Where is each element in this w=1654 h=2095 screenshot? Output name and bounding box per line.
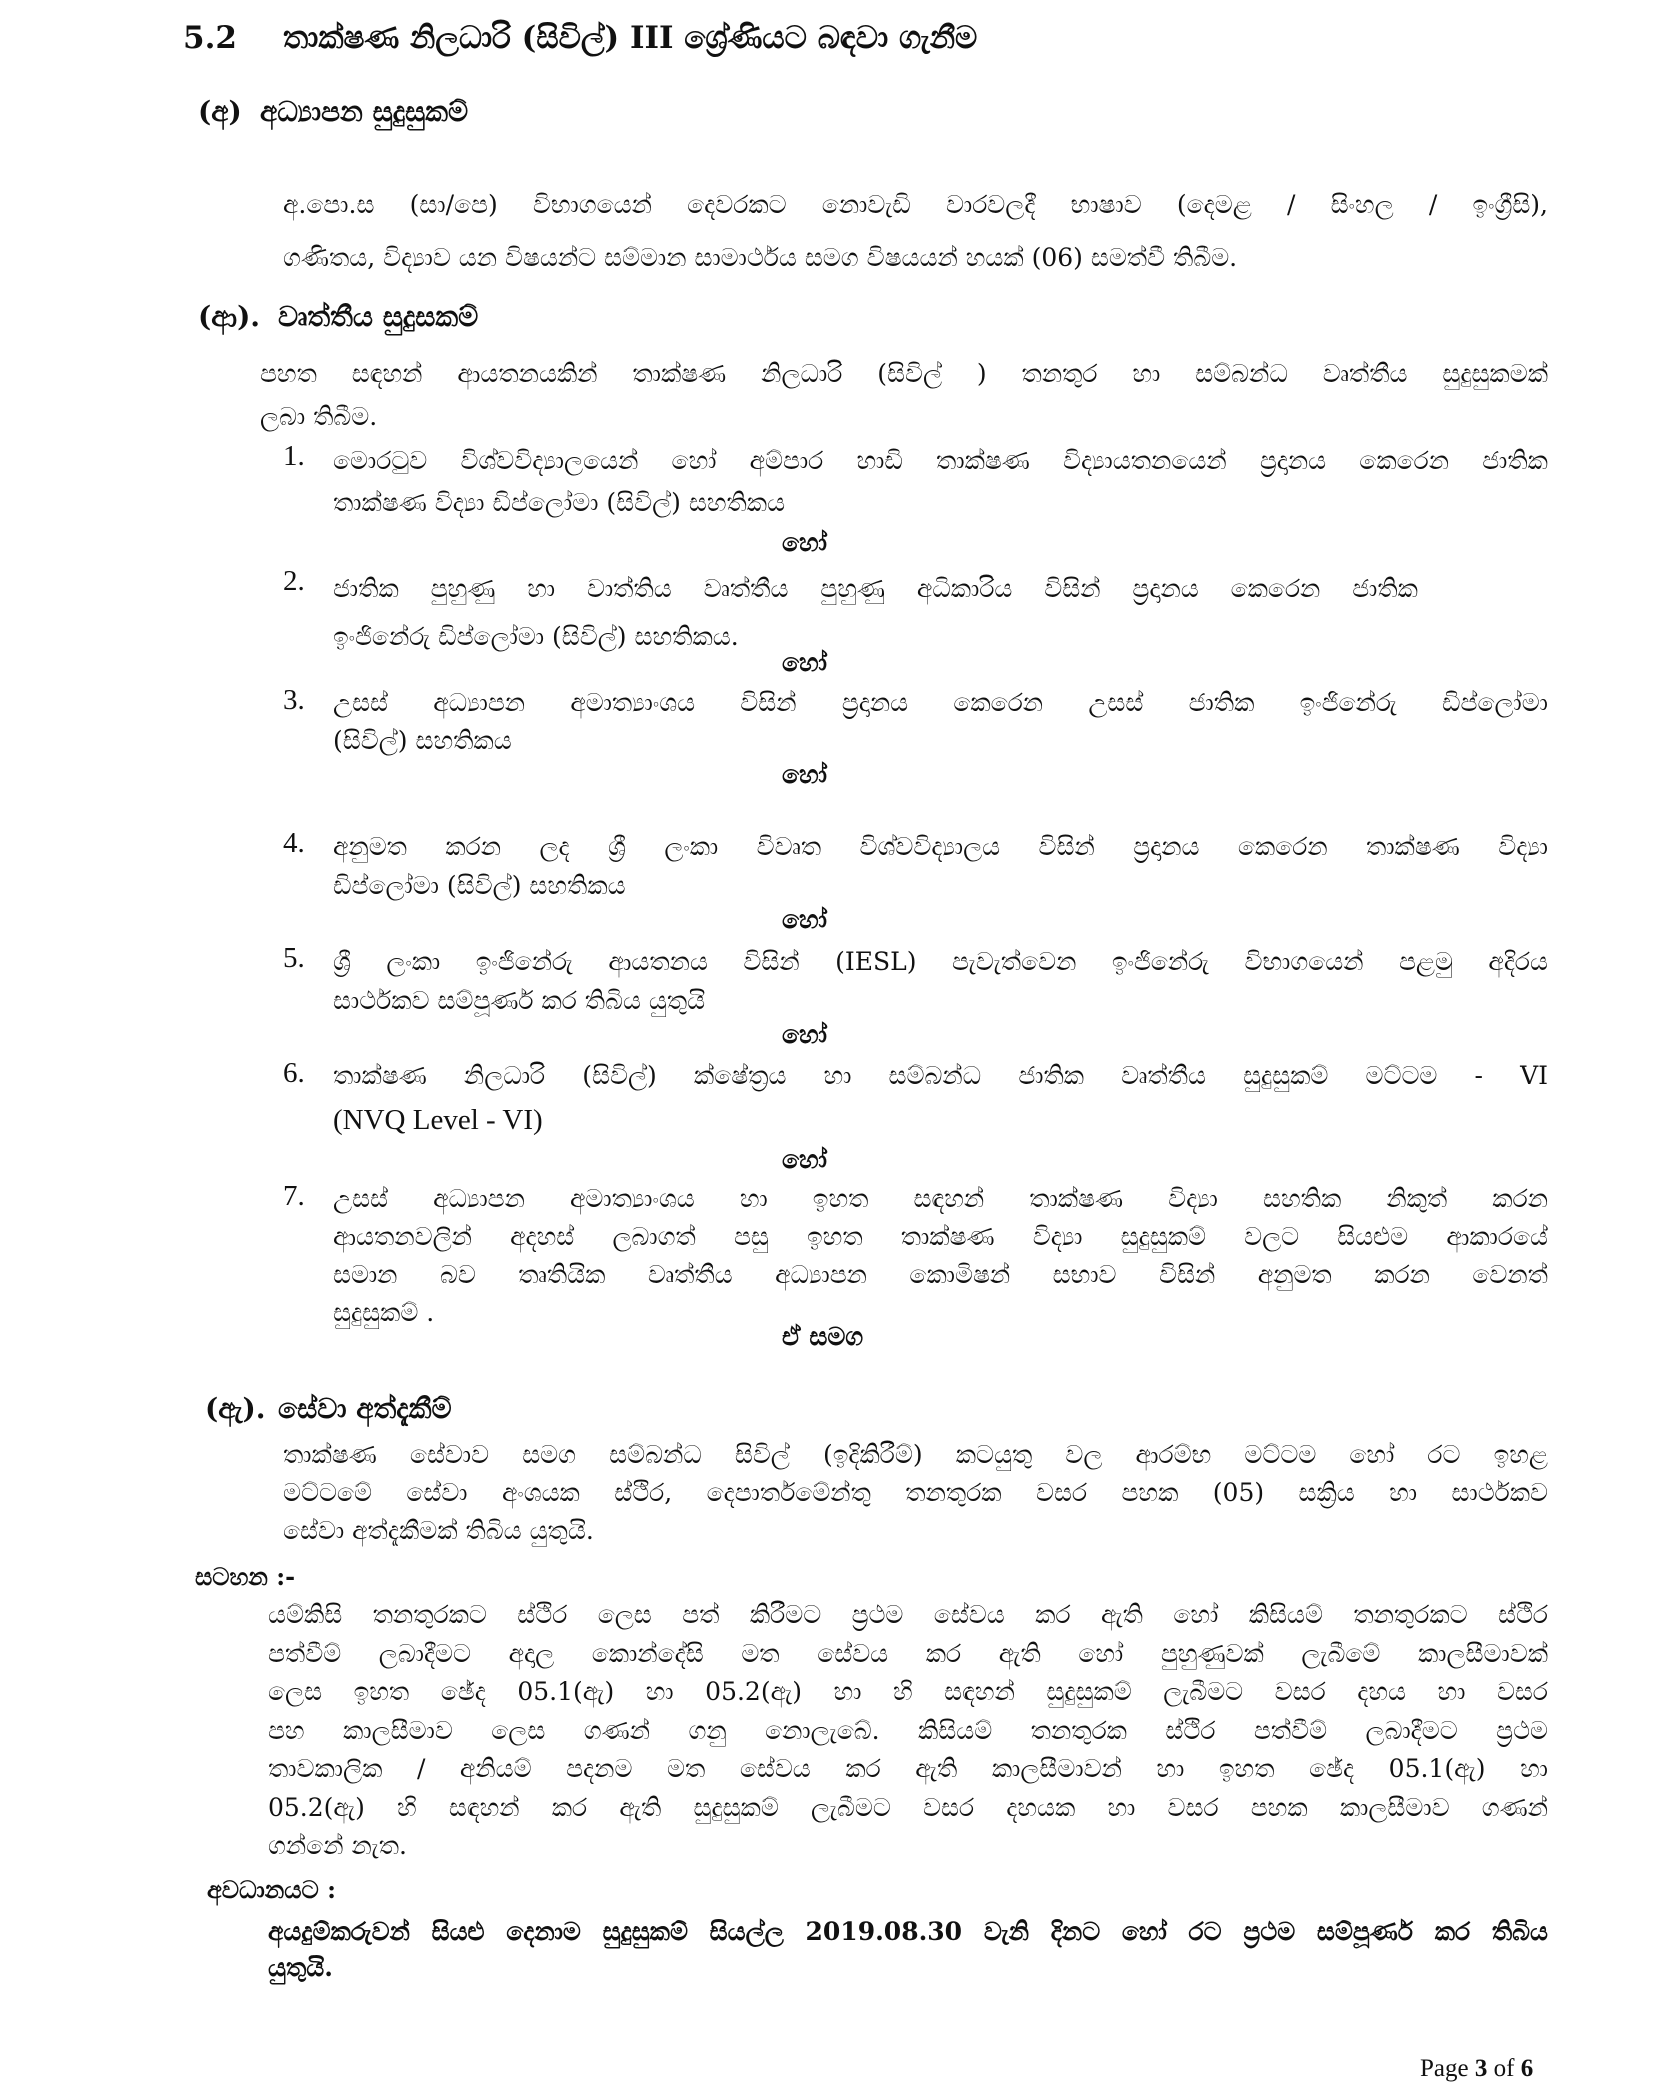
note-text bbox=[268, 1596, 1548, 1866]
text-line: උසස් අධ්‍යාපන අමාත්‍යාංශය හා ඉහත සඳහන් තාක්ෂණ විද්‍යා සහතික නිකුත් කරන bbox=[333, 1184, 1548, 1213]
page-title: තාක්ෂණ නිලධාරි (සිවිල්) III ශ්‍රේණියට බඳවා ගැනීම bbox=[283, 20, 978, 56]
text-line: මොරටුව විශ්වවිද්‍යාලයෙන් හෝ අම්පාර හාඩි තාක්ෂණ විද්‍යායතනයෙන් ප්‍රදානය කෙරෙන ජාතික bbox=[333, 446, 1548, 475]
section-ae-text bbox=[283, 1436, 1548, 1550]
along-with-label: ඒ සමග bbox=[782, 1322, 864, 1351]
text-line: ජාතික පුහුණු හා වාත්තිය වෘත්තීය පුහුණු අධිකාරිය විසින් ප්‍රදානය කෙරෙන ජාතික bbox=[333, 574, 1418, 603]
text-line: තාක්ෂණ නිලධාරි (සිවිල්) ක්ෂේත්‍රය හා සම්බන්ධ ජාතික වෘත්තීය සුදුසුකම් මට්ටම - VI bbox=[333, 1061, 1548, 1090]
text-line: අනුමත කරන ලද ශ්‍රී ලංකා විවෘත විශ්වවිද්‍යාලය විසින් ප්‍රදානය කෙරෙන තාක්ෂණ විද්‍යා bbox=[333, 832, 1548, 861]
text-line: (NVQ Level - VI) bbox=[333, 1104, 543, 1136]
or-separator: හෝ bbox=[782, 528, 827, 557]
of-word: of bbox=[1493, 2055, 1515, 2082]
section-aa-intro bbox=[260, 352, 1548, 438]
list-item bbox=[333, 1054, 1548, 1142]
section-ae-title: සේවා අත්දැකීම් bbox=[278, 1392, 452, 1425]
or-separator: හෝ bbox=[782, 760, 827, 789]
list-item bbox=[333, 942, 1548, 1020]
attention-text bbox=[268, 1914, 1548, 1986]
text-line: ගණිතය, විද්‍යාව යන විෂයන්ට සම්මාන සාමාර්ථය සමග විෂයයන් හයක් (06) සමත්වී තිබීම. bbox=[283, 243, 1238, 272]
list-item bbox=[333, 1180, 1548, 1332]
list-item-number: 4. bbox=[283, 827, 305, 859]
text-line: මට්ටමේ සේවා අංශයක ස්ථිර, දෙපාර්තමේන්තු තනතුරක වසර පහක (05) සක්‍රිය හා සාර්ථකව bbox=[283, 1478, 1548, 1507]
section-aa-label: (ආ). bbox=[198, 300, 261, 333]
text-line: තාක්ෂණ විද්‍යා ඩිප්ලෝමා (සිවිල්) සහතිකය bbox=[333, 488, 786, 517]
page-number bbox=[1420, 2055, 1533, 2083]
total-pages: 6 bbox=[1520, 2055, 1534, 2082]
list-item-number: 7. bbox=[283, 1180, 305, 1212]
current-page: 3 bbox=[1474, 2055, 1488, 2082]
or-separator: හෝ bbox=[782, 1020, 827, 1049]
or-separator: හෝ bbox=[782, 1145, 827, 1174]
list-item-number: 5. bbox=[283, 942, 305, 974]
section-a-label: (අ) bbox=[198, 95, 242, 128]
text-line: තාක්ෂණ සේවාව සමග සම්බන්ධ සිවිල් (ඉදිකිරීම්) කටයුතු වල ආරම්භ මට්ටම හෝ රට ඉහළ bbox=[283, 1440, 1548, 1469]
text-line: අයදුම්කරුවන් සියළු දෙනාම සුදුසුකම් සියල්ල 2019.08.30 වැනි දිනට හෝ රට ප්‍රථම සම්පූර්ණ කර තිබිය bbox=[268, 1917, 1548, 1946]
list-item bbox=[333, 827, 1548, 905]
or-separator: හෝ bbox=[782, 905, 827, 934]
text-line: සමාන බව තෘතියික වෘත්තීය අධ්‍යාපන කොමිෂන් සභාව විසින් අනුමත කරන වෙනත් bbox=[333, 1260, 1548, 1289]
text-line: අ.පො.ස (සා/පෙ) විභාගයෙන් දෙවරකට නොවැඩි වාරවලදී භාෂාව (දෙමළ / සිංහල / ඉංග්‍රීසි), bbox=[283, 190, 1548, 219]
or-separator: හෝ bbox=[782, 648, 827, 677]
text-line: උසස් අධ්‍යාපන අමාත්‍යාංශය විසින් ප්‍රදානය කෙරෙන උසස් ජාතික ඉංජිනේරු ඩිප්ලෝමා bbox=[333, 688, 1548, 717]
text-line: ශ්‍රී ලංකා ඉංජිනේරු ආයතනය විසින් (IESL) පැවැත්වෙන ඉංජිනේරු විභාගයෙන් පළමු අදිරය bbox=[333, 947, 1548, 976]
text-line: තාවකාලික / අනියම් පදනම මත සේවය කර ඇති කාලසීමාවන් හා ඉහත ඡේද 05.1(ඇ) හා bbox=[268, 1754, 1548, 1783]
list-item bbox=[333, 440, 1548, 524]
text-line: පත්වීම් ලබාදීමට අදාල කොන්දේසි මත සේවය කර ඇති හෝ පුහුණුවක් ලැබීමේ කාලසීමාවක් bbox=[268, 1638, 1548, 1668]
list-item-number: 3. bbox=[283, 684, 305, 716]
attention-title: අවධානයට : bbox=[207, 1875, 336, 1904]
text-line: යම්කිසි තනතුරකට ස්ථිර ලෙස පත් කිරීමට ප්‍රථම සේවය කර ඇති හෝ කිසියම් තනතුරකට ස්ථිර bbox=[268, 1600, 1548, 1629]
text-line: ගන්නේ නැත. bbox=[268, 1831, 407, 1860]
list-item-number: 2. bbox=[283, 565, 305, 597]
note-title: සටහන :- bbox=[195, 1562, 296, 1591]
text-line: යුතුයි. bbox=[268, 1953, 333, 1982]
text-line: ඉංජිනේරු ඩිප්ලෝමා (සිවිල්) සහතිකය. bbox=[333, 622, 739, 651]
text-line: ආයතනවලින් අදහස් ලබාගත් පසු ඉහත තාක්ෂණ විද්‍යා සුදුසුකම් වලට සියළුම ආකාරයේ bbox=[333, 1222, 1548, 1251]
text-line: පහ කාලසීමාව ලෙස ගණන් ගනු නොලැබේ. කිසියම් තනතුරක ස්ථිර පත්වීම් ලබාදීමට ප්‍රථම bbox=[268, 1715, 1548, 1745]
section-number: 5.2 bbox=[183, 20, 237, 56]
text-line: ලෙස ඉහත ඡේද 05.1(ඇ) හා 05.2(ඇ) හා හි සඳහන් සුදුසුකම් ලැබීමට වසර දහය හා වසර bbox=[268, 1677, 1548, 1706]
text-line: (සිවිල්) සහතිකය bbox=[333, 726, 512, 755]
section-a-text bbox=[283, 178, 1548, 284]
list-item-number: 6. bbox=[283, 1057, 305, 1089]
section-a-title: අධ්‍යාපන සුදුසුකම් bbox=[260, 95, 469, 128]
list-item bbox=[333, 565, 1418, 661]
list-item bbox=[333, 684, 1548, 760]
page-word: Page bbox=[1420, 2055, 1469, 2082]
section-aa-title: වෘත්තීය සුදුසකම් bbox=[278, 300, 479, 333]
text-line: ලබා තිබීම. bbox=[260, 402, 378, 431]
text-line: 05.2(ඇ) හි සඳහන් කර ඇති සුදුසුකම් ලැබීමට වසර දහයක හා වසර පහක කාලසීමාව ගණන් bbox=[268, 1792, 1548, 1822]
text-line: ඩිප්ලෝමා (සිවිල්) සහතිකය bbox=[333, 871, 626, 900]
text-line: පහත සඳහන් ආයතනයකින් තාක්ෂණ නිලධාරි (සිවිල් ) තනතුර හා සම්බන්ධ වෘත්තීය සුදුසුකමක් bbox=[260, 359, 1548, 388]
text-line: සාර්ථකව සම්පූර්ණ කර තිබිය යුතුයි bbox=[333, 986, 706, 1015]
text-line: සුදුසුකම් . bbox=[333, 1298, 435, 1327]
list-item-number: 1. bbox=[283, 440, 305, 472]
section-ae-label: (ඇ). bbox=[205, 1392, 266, 1425]
text-line: සේවා අත්දැකීමක් තිබිය යුතුයි. bbox=[283, 1516, 594, 1545]
